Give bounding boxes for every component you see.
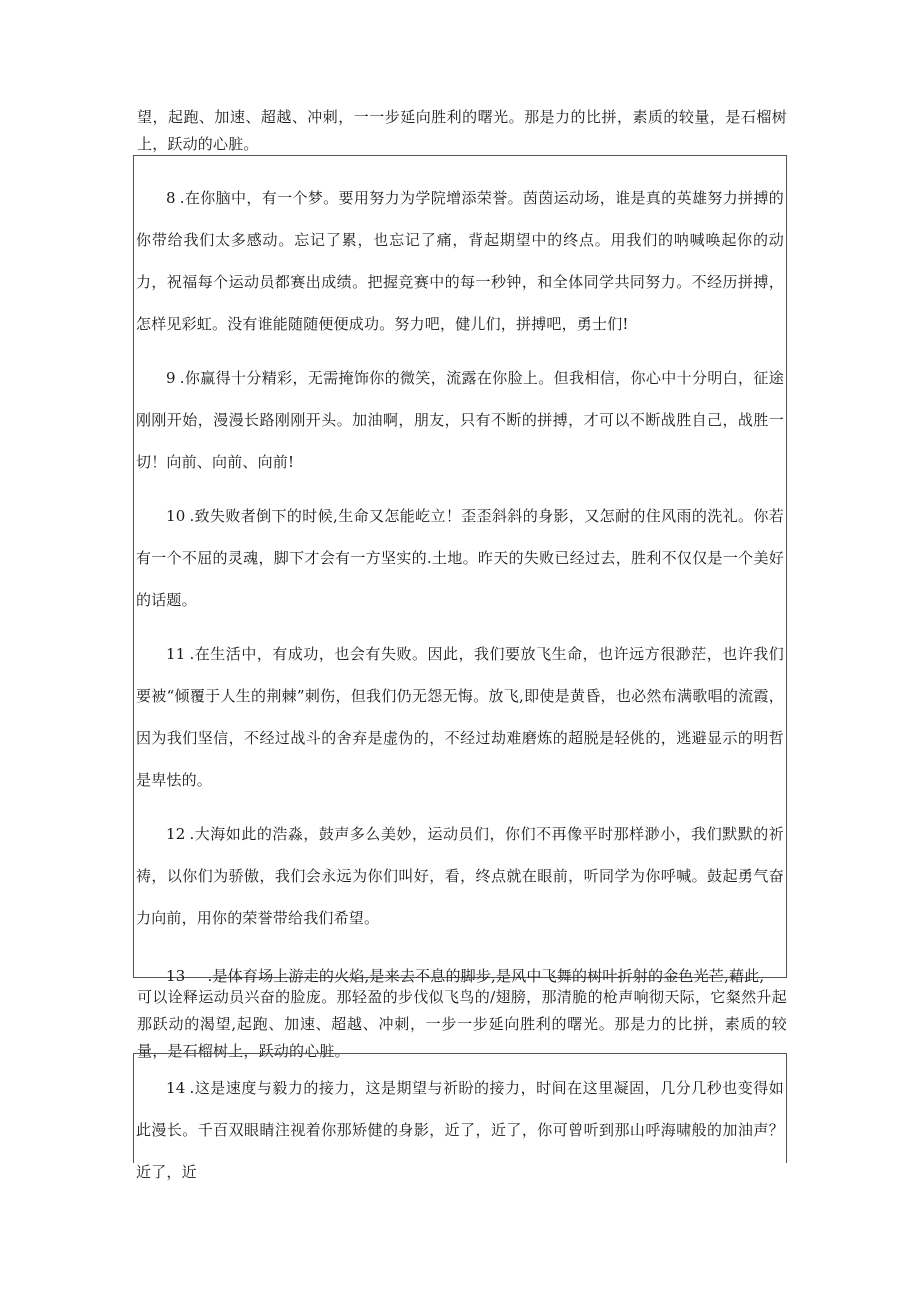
paragraph-text: .这是速度与毅力的接力，这是期望与祈盼的接力，时间在这里凝固，几分几秒也变得如此漫长。千百双眼睛注视着你那矫健的身影，近了，近了，你可曾听到那山呼海啸般的加油声？近了，近 (136, 1079, 784, 1181)
paragraph-text: .致失败者倒下的时候,生命又怎能屹立！歪歪斜斜的身影，又怎耐的住风雨的洗礼。你若有一个不屈的灵魂，脚下才会有一方坚实的.土地。昨天的失败已经过去，胜利不仅仅是一个美好的话题。 (136, 507, 784, 609)
paragraph-number: 11 (166, 645, 186, 663)
paragraph-11 (136, 633, 784, 801)
paragraph-9 (136, 357, 784, 483)
continued-paragraph-top: 望，起跑、加速、超越、冲刺，一一步延向胜利的曙光。那是力的比拼，素质的较量，是石榴树上，跃动的心脏。 (137, 108, 787, 153)
paragraph-number: 13 (166, 967, 186, 985)
paragraph-8 (136, 177, 784, 345)
paragraph-12 (136, 813, 784, 939)
continued-paragraph-middle: 可以诠释运动员兴奋的脸庞。那轻盈的步伐似飞鸟的/翅膀，那清脆的枪声响彻天际，它粲然升起那跃动的渴望,起跑、加速、超越、冲刺，一步一步延向胜利的曙光。那是力的比拼，素质的较量，是石榴树上，跃动的心脏。 (137, 988, 787, 1060)
paragraph-number: 9 (166, 369, 176, 387)
bordered-text-block-1 (133, 155, 787, 985)
paragraph-number: 12 (166, 825, 186, 843)
bordered-text-block-2 (133, 1053, 787, 1181)
paragraph-14 (136, 1067, 784, 1193)
paragraph-text: .在你脑中，有一个梦。要用努力为学院增添荣誉。茵茵运动场，谁是真的英雄努力拼搏的你带给我们太多感动。忘记了累，也忘记了痛，背起期望中的终点。用我们的呐喊唤起你的动力，祝福每个运动员都赛出成绩。把握竞赛中的每一秒钟，和全体同学共同努力。不经历拼搏，怎样见彩虹。没有谁能随随便便成功。努力吧，健儿们，拼搏吧，勇士们! (136, 189, 784, 333)
paragraph-10 (136, 495, 784, 621)
paragraph-number: 14 (166, 1079, 186, 1097)
paragraph-text: .在生活中，有成功，也会有失败。因此，我们要放飞生命，也许远方很渺茫，也许我们要被“倾覆于人生的荆棘”刺伤，但我们仍无怨无悔。放飞,即使是黄昏，也必然布满歌唱的流霞，因为我们坚信，不经过战斗的舍弃是虚伪的，不经过劫难磨炼的超脱是轻佻的，逃避显示的明哲是卑怯的。 (136, 645, 784, 789)
paragraph-number: 8 (166, 189, 176, 207)
paragraph-text: .是体育场上游走的火焰,是来去不息的脚步,是风中飞舞的树叶折射的金色光芒,藉此, (207, 967, 765, 985)
paragraph-text: .你赢得十分精彩，无需掩饰你的微笑，流露在你脸上。但我相信，你心中十分明白，征途刚刚开始，漫漫长路刚刚开头。加油啊，朋友，只有不断的拼搏，才可以不断战胜自己，战胜一切！向前、向前、向前! (136, 369, 784, 471)
paragraph-number: 10 (166, 507, 186, 525)
paragraph-text: .大海如此的浩淼，鼓声多么美妙，运动员们，你们不再像平时那样渺小，我们默默的祈祷，以你们为骄傲，我们会永远为你们叫好，看，终点就在眼前，听同学为你呼喊。鼓起勇气奋力向前，用你的荣誉带给我们希望。 (136, 825, 784, 927)
